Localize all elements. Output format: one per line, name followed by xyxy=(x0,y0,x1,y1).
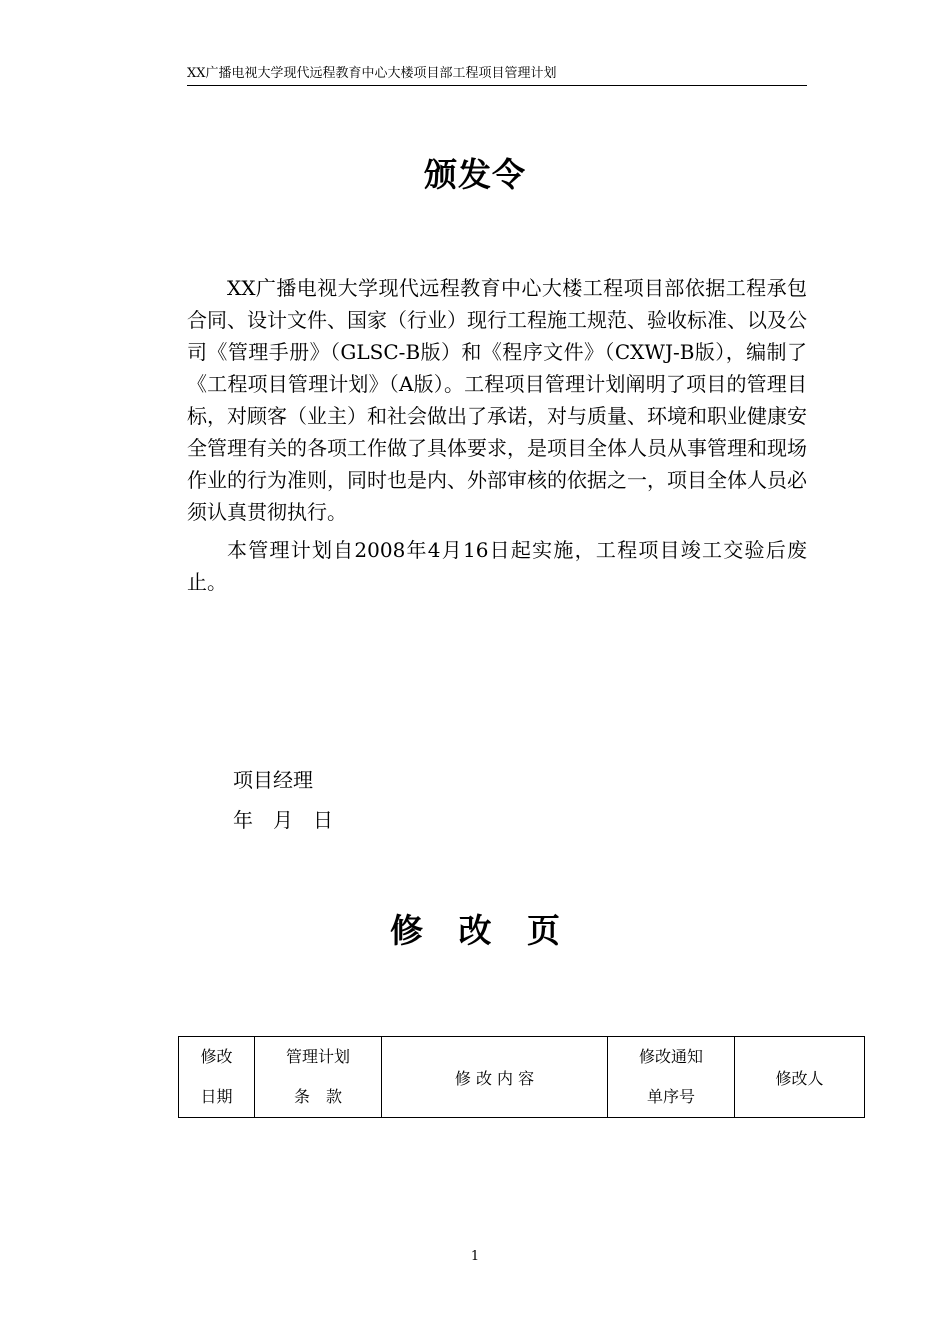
page-number: 1 xyxy=(470,1249,480,1264)
decree-paragraph-2: 本管理计划自2008年4月16日起实施，工程项目竣工交验后废止。 xyxy=(187,538,807,594)
column-header-notice-number: 修改通知 单序号 xyxy=(608,1037,735,1118)
running-header: XX广播电视大学现代远程教育中心大楼项目部工程项目管理计划 xyxy=(187,64,807,86)
signer-label: 项目经理 xyxy=(233,768,313,792)
date-line: 年 月 日 xyxy=(233,808,333,832)
column-header-clause: 管理计划 条 款 xyxy=(255,1037,382,1118)
revision-table xyxy=(178,1036,865,1118)
column-header-content: 修 改 内 容 xyxy=(382,1037,608,1118)
decree-body xyxy=(187,272,807,598)
decree-paragraph-1: XX广播电视大学现代远程教育中心大楼工程项目部依据工程承包合同、设计文件、国家（行业）现行工程施工规范、验收标准、以及公司《管理手册》（GLSC-B版）和《程序文件》（CXWJ-B版），编制了《工程项目管理计划》（A版）。工程项目管理计划阐明了项目的管理目标，对顾客（业主）和社会做出了承诺，对与质量、环境和职业健康安全管理有关的各项工作做了具体要求，是项目全体人员从事管理和现场作业的行为准则，同时也是内、外部审核的依据之一，项目全体人员必须认真贯彻执行。 xyxy=(187,276,807,524)
revision-page-title: 修 改 页 xyxy=(390,911,572,950)
column-header-date: 修改 日期 xyxy=(179,1037,255,1118)
table-header-row xyxy=(179,1037,865,1118)
column-header-modifier: 修改人 xyxy=(735,1037,865,1118)
decree-title: 颁发令 xyxy=(424,155,526,194)
